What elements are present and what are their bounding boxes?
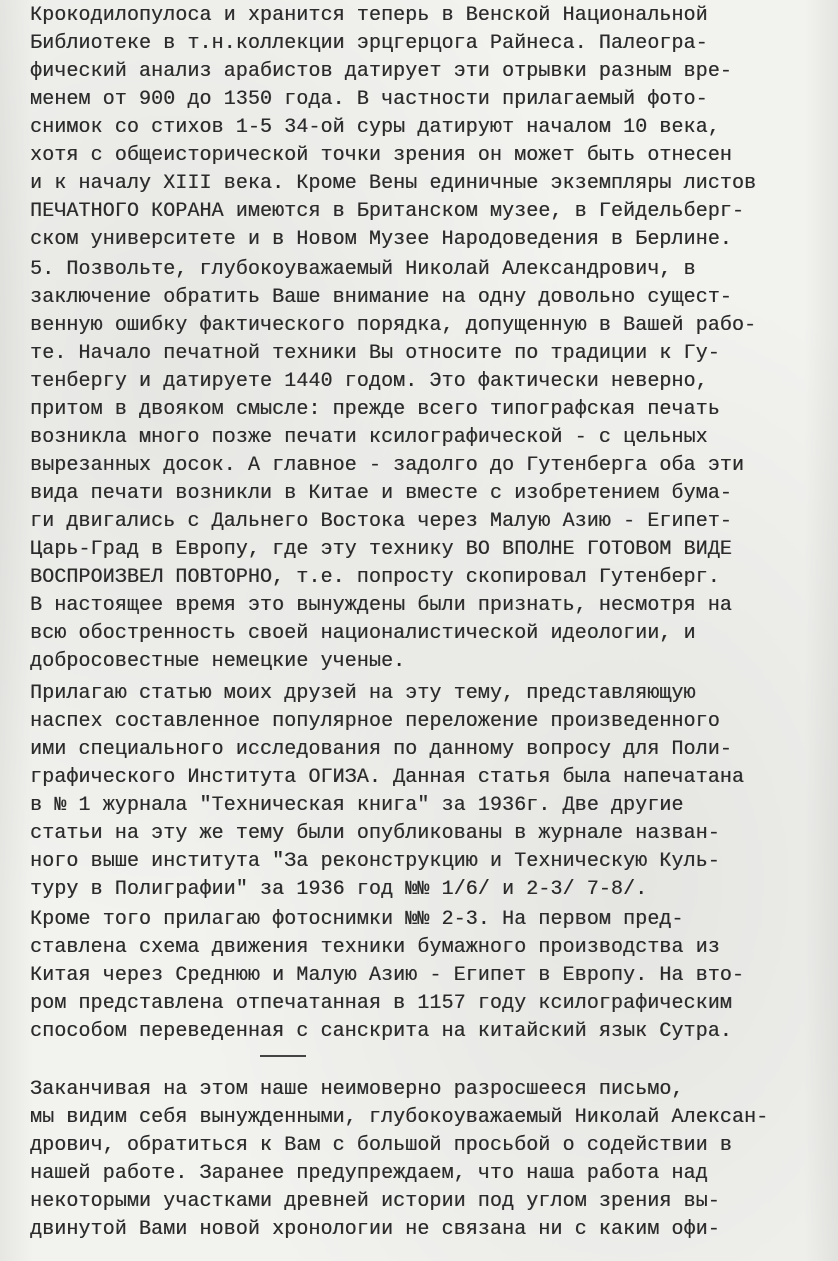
text-line: наспех составленное популярное переложение произведенного bbox=[30, 710, 720, 733]
text-line: нашей работе. Заранее предупреждаем, что наша работа над bbox=[30, 1162, 708, 1185]
text-line: 5. Позвольте, глубокоуважаемый Николай Александрович, в bbox=[30, 258, 696, 281]
text-line: В настоящее время это вынуждены были признать, несмотря на bbox=[30, 594, 732, 617]
text-line: венную ошибку фактического порядка, допущенную в Вашей рабо- bbox=[30, 314, 757, 337]
text-line: Библиотеке в т.н.коллекции эрцгерцога Райнеса. Палеогра- bbox=[30, 32, 708, 55]
text-line: ром представлена отпечатанная в 1157 году ксилографическим bbox=[30, 992, 732, 1015]
text-line: заключение обратить Ваше внимание на одну довольно сущест- bbox=[30, 286, 732, 309]
text-line: двинутой Вами новой хронологии не связана ни с каким офи- bbox=[30, 1218, 720, 1241]
text-line: мы видим себя вынужденными, глубокоуважаемый Николай Алексан- bbox=[30, 1106, 769, 1129]
text-line: Царь-Град в Европу, где эту технику ВО ВПОЛНЕ ГОТОВОМ ВИДЕ bbox=[30, 538, 732, 561]
text-line: ском университете и в Новом Музее Народоведения в Берлине. bbox=[30, 228, 732, 251]
text-line: ВОСПРОИЗВЕЛ ПОВТОРНО, т.е. попросту скопировал Гутенберг. bbox=[30, 566, 720, 589]
text-line: в № 1 журнала "Техническая книга" за 1936г. Две другие bbox=[30, 794, 684, 817]
text-line: Крокодилопулоса и хранится теперь в Венской Национальной bbox=[30, 4, 708, 27]
text-line: ги двигались с Дальнего Востока через Малую Азию - Египет- bbox=[30, 510, 732, 533]
section-divider bbox=[260, 1055, 306, 1057]
text-line: возникла много позже печати ксилографической - с цельных bbox=[30, 426, 708, 449]
text-line: вида печати возникли в Китае и вместе с изобретением бума- bbox=[30, 482, 732, 505]
text-line: Китая через Среднюю и Малую Азию - Египет в Европу. На вто- bbox=[30, 964, 745, 987]
text-line: ставлена схема движения техники бумажного производства из bbox=[30, 936, 720, 959]
text-line: притом в двояком смысле: прежде всего типографская печать bbox=[30, 398, 720, 421]
text-line: Кроме того прилагаю фотоснимки №№ 2-3. На первом пред- bbox=[30, 908, 684, 931]
text-line: статьи на эту же тему были опубликованы в журнале назван- bbox=[30, 822, 720, 845]
text-line: некоторыми участками древней истории под углом зрения вы- bbox=[30, 1190, 720, 1213]
text-line: снимок со стихов 1-5 34-ой суры датируют началом 10 века, bbox=[30, 116, 720, 139]
text-line: хотя с общеисторической точки зрения он может быть отнесен bbox=[30, 144, 732, 167]
text-line: Прилагаю статью моих друзей на эту тему, представляющую bbox=[30, 682, 696, 705]
text-line: добросовестные немецкие ученые. bbox=[30, 650, 406, 673]
text-line: тенбергу и датируете 1440 годом. Это фактически неверно, bbox=[30, 370, 708, 393]
text-line: ного выше института "За реконструкцию и Техническую Куль- bbox=[30, 850, 720, 873]
text-line: менем от 900 до 1350 года. В частности прилагаемый фото- bbox=[30, 88, 708, 111]
text-line: ПЕЧАТНОГО КОРАНА имеются в Британском музее, в Гейдельберг- bbox=[30, 200, 745, 223]
text-line: дрович, обратиться к Вам с большой просьбой о содействии в bbox=[30, 1134, 732, 1157]
text-line: и к началу XIII века. Кроме Вены единичные экземпляры листов bbox=[30, 172, 757, 195]
text-line: те. Начало печатной техники Вы относите по традиции к Гу- bbox=[30, 342, 720, 365]
text-line: способом переведенная с санскрита на китайский язык Сутра. bbox=[30, 1020, 732, 1043]
text-line: ими специального исследования по данному вопросу для Поли- bbox=[30, 738, 732, 761]
text-line: всю обостренность своей националистической идеологии, и bbox=[30, 622, 696, 645]
text-line: туру в Полиграфии" за 1936 год №№ 1/6/ и 2-3/ 7-8/. bbox=[30, 878, 648, 901]
text-line: фический анализ арабистов датирует эти отрывки разным вре- bbox=[30, 60, 732, 83]
text-line: Заканчивая на этом наше неимоверно разросшееся письмо, bbox=[30, 1078, 684, 1101]
text-line: вырезанных досок. А главное - задолго до Гутенберга оба эти bbox=[30, 454, 745, 477]
text-line: графического Института ОГИЗА. Данная статья была напечатана bbox=[30, 766, 745, 789]
